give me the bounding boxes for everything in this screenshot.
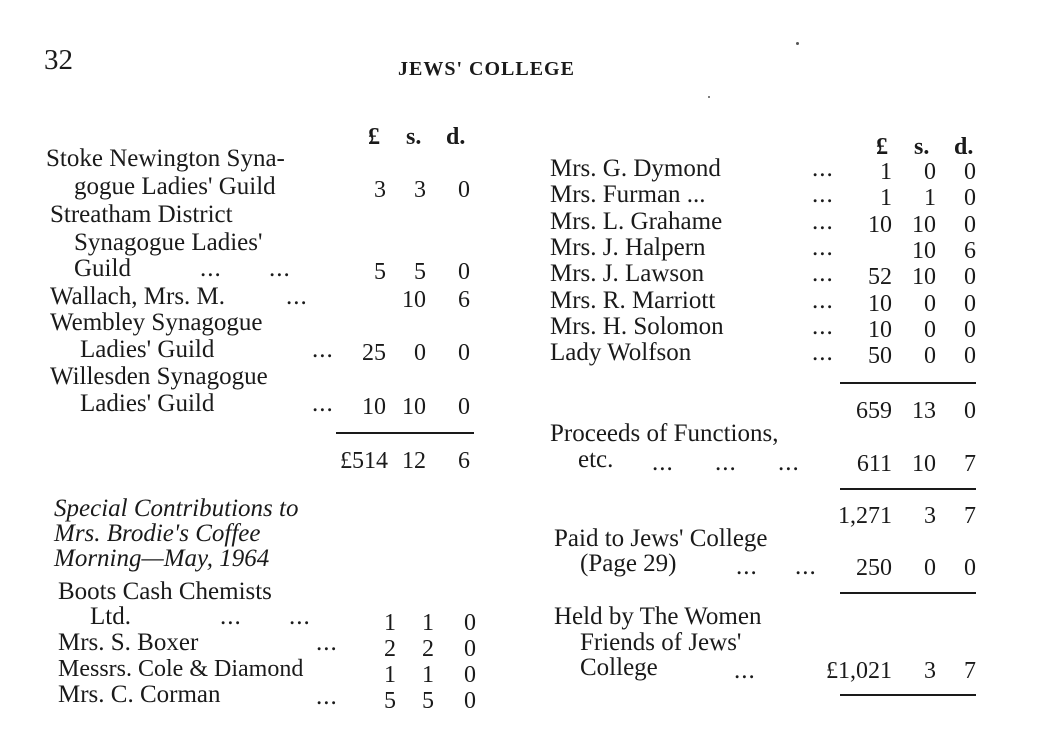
functions-label: Proceeds of Functions, — [550, 420, 779, 447]
amount-pence: 6 — [964, 238, 976, 264]
amount-pence: 7 — [964, 451, 976, 477]
amount-shillings: 10 — [402, 394, 426, 420]
donor-name: Streatham District — [50, 201, 233, 228]
dot-leader: ... — [312, 390, 334, 417]
print-speck — [796, 42, 799, 45]
donor-name: Ladies' Guild — [80, 336, 215, 363]
held-double-rule — [840, 694, 976, 696]
section-heading: Mrs. Brodie's Coffee — [54, 520, 261, 547]
amount-shillings: 0 — [924, 343, 936, 369]
dot-leader: ... — [316, 629, 338, 656]
amount-shillings: 3 — [414, 177, 426, 203]
amount-shillings: 10 — [912, 264, 936, 290]
amount-pence: 0 — [464, 636, 476, 662]
amount-pence: 0 — [458, 259, 470, 285]
print-speck — [708, 96, 710, 98]
amount-shillings: 10 — [912, 212, 936, 238]
amount-pounds: 50 — [868, 343, 892, 369]
amount-pounds: 1 — [880, 185, 892, 211]
held-shillings: 3 — [924, 658, 936, 684]
amount-pounds: 10 — [868, 291, 892, 317]
paid-label: Paid to Jews' College — [554, 525, 768, 552]
donor-name: Mrs. C. Corman — [58, 681, 221, 708]
dot-leader: ... ... ... — [652, 449, 800, 476]
donor-name: Mrs. R. Marriott — [550, 287, 716, 314]
total-pounds: £514 — [340, 448, 388, 474]
dot-leader: ... ... — [220, 603, 311, 630]
amount-pounds: 10 — [362, 394, 386, 420]
dot-leader: ... — [812, 287, 834, 314]
amount-pence: 0 — [458, 394, 470, 420]
page-number: 32 — [44, 44, 73, 76]
amount-shillings: 1 — [422, 662, 434, 688]
running-head: JEWS' COLLEGE — [398, 58, 575, 80]
amount-pence: 0 — [464, 662, 476, 688]
amount-pence: 0 — [964, 317, 976, 343]
donor-name: Mrs. J. Lawson — [550, 260, 705, 287]
functions-label: etc. — [578, 446, 614, 473]
dot-leader: ... — [812, 260, 834, 287]
amount-pounds: 5 — [384, 688, 396, 714]
amount-pounds: 1 — [880, 159, 892, 185]
dot-leader: ... — [812, 313, 834, 340]
donor-name: Mrs. J. Halpern — [550, 234, 706, 261]
amount-shillings: 2 — [422, 636, 434, 662]
donor-name: Wembley Synagogue — [50, 309, 263, 336]
dot-leader: ... — [812, 155, 834, 182]
amount-pounds: 250 — [856, 555, 892, 581]
donor-name: Ladies' Guild — [80, 390, 215, 417]
amount-pence: 0 — [964, 264, 976, 290]
shillings-header: s. — [914, 134, 930, 160]
subtotal-pounds: 659 — [856, 398, 892, 424]
pence-header: d. — [954, 134, 974, 160]
paid-label: (Page 29) — [580, 550, 677, 577]
grand-total-rule — [840, 488, 976, 490]
donor-name: Ltd. — [90, 603, 131, 630]
held-label: College — [580, 654, 658, 681]
amount-pounds: 1 — [384, 662, 396, 688]
dot-leader: ... — [286, 283, 308, 310]
amount-shillings: 1 — [924, 185, 936, 211]
amount-shillings: 0 — [924, 555, 936, 581]
amount-pounds: 611 — [856, 451, 892, 477]
amount-shillings: 10 — [912, 238, 936, 264]
section-heading: Morning—May, 1964 — [54, 545, 270, 572]
amount-pence: 6 — [458, 287, 470, 313]
total-rule — [336, 432, 474, 434]
donor-name: Guild — [74, 255, 131, 282]
donor-name: Boots Cash Chemists — [58, 578, 272, 605]
donor-name: Messrs. Cole & Diamond — [58, 656, 304, 682]
grand-total-pounds: 1,271 — [838, 503, 892, 529]
held-label: Held by The Women — [554, 603, 762, 630]
amount-pounds: 10 — [868, 317, 892, 343]
amount-pounds: 10 — [868, 212, 892, 238]
amount-shillings: 10 — [402, 287, 426, 313]
dot-leader: ... — [312, 336, 334, 363]
held-pounds: £1,021 — [826, 658, 892, 684]
amount-shillings: 5 — [414, 259, 426, 285]
total-shillings: 12 — [402, 448, 426, 474]
amount-pence: 0 — [964, 185, 976, 211]
donor-name: Mrs. G. Dymond — [550, 155, 721, 182]
section-heading: Special Contributions to — [54, 495, 299, 522]
grand-total-shillings: 3 — [924, 503, 936, 529]
pounds-header: £ — [876, 134, 888, 160]
pence-header: d. — [446, 124, 466, 150]
amount-shillings: 0 — [414, 340, 426, 366]
amount-pence: 0 — [964, 159, 976, 185]
donor-name: Mrs. H. Solomon — [550, 313, 724, 340]
donor-name: Willesden Synagogue — [50, 363, 268, 390]
amount-pence: 0 — [964, 343, 976, 369]
amount-pence: 0 — [464, 610, 476, 636]
amount-pounds: 25 — [362, 340, 386, 366]
total-pence: 6 — [458, 448, 470, 474]
held-rule — [840, 592, 976, 594]
dot-leader: ... ... — [736, 553, 817, 580]
amount-pence: 0 — [464, 688, 476, 714]
amount-shillings: 10 — [912, 451, 936, 477]
donor-name: Mrs. S. Boxer — [58, 629, 199, 656]
pounds-header: £ — [368, 124, 380, 150]
grand-total-pence: 7 — [964, 503, 976, 529]
donor-name: Lady Wolfson — [550, 339, 692, 366]
dot-leader: ... — [812, 181, 834, 208]
amount-pence: 0 — [458, 177, 470, 203]
amount-pounds: 1 — [384, 610, 396, 636]
dot-leader: ... — [812, 339, 834, 366]
subtotal-shillings: 13 — [912, 398, 936, 424]
dot-leader: ... — [316, 683, 338, 710]
amount-shillings: 5 — [422, 688, 434, 714]
amount-pounds: 5 — [374, 259, 386, 285]
dot-leader: ... — [812, 208, 834, 235]
held-pence: 7 — [964, 658, 976, 684]
subtotal-pence: 0 — [964, 398, 976, 424]
held-label: Friends of Jews' — [580, 629, 742, 656]
amount-shillings: 1 — [422, 610, 434, 636]
amount-shillings: 0 — [924, 159, 936, 185]
donor-name: Stoke Newington Syna- — [46, 145, 285, 172]
donor-name: Mrs. Furman ... — [550, 181, 706, 208]
donor-name: Wallach, Mrs. M. — [50, 283, 226, 310]
amount-pounds: 2 — [384, 636, 396, 662]
dot-leader: ... — [812, 234, 834, 261]
donor-name: Synagogue Ladies' — [74, 229, 263, 256]
amount-pounds: 52 — [868, 264, 892, 290]
dot-leader: ... — [734, 657, 756, 684]
amount-pounds: 3 — [374, 177, 386, 203]
amount-pence: 0 — [458, 340, 470, 366]
amount-shillings: 0 — [924, 291, 936, 317]
amount-shillings: 0 — [924, 317, 936, 343]
subtotal-rule — [840, 382, 976, 384]
dot-leader: ... ... — [200, 255, 291, 282]
amount-pence: 0 — [964, 291, 976, 317]
donor-name: gogue Ladies' Guild — [74, 173, 276, 200]
donor-name: Mrs. L. Grahame — [550, 208, 723, 235]
amount-pence: 0 — [964, 555, 976, 581]
shillings-header: s. — [406, 124, 422, 150]
amount-pence: 0 — [964, 212, 976, 238]
